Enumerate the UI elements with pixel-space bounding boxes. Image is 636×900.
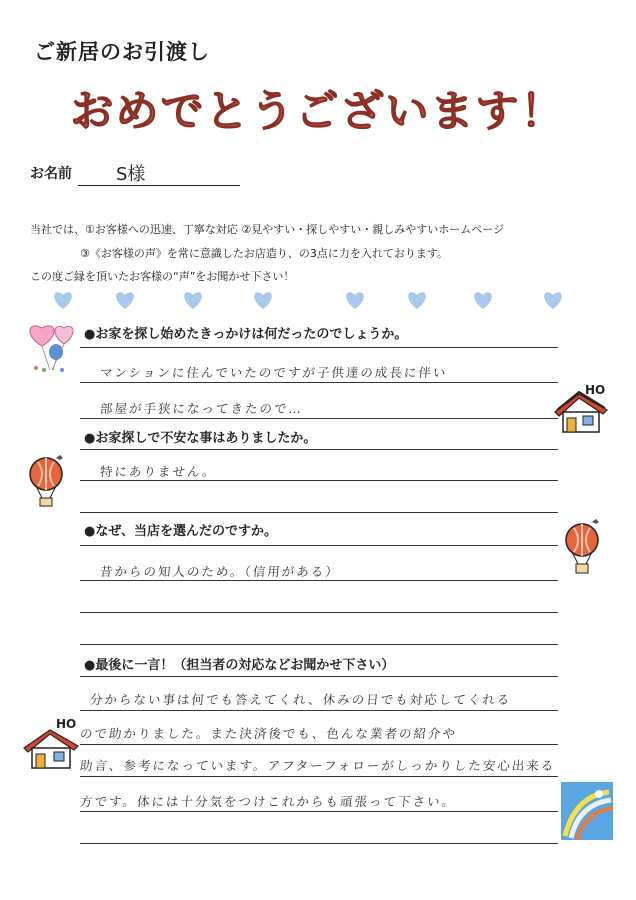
hearts-row: [52, 290, 582, 310]
intro-line-1: 当社では、①お客様への迅速、丁寧な対応 ②見やすい・探しやすい・親しみやすいホームページ: [30, 223, 504, 236]
heart-icon: [406, 290, 428, 310]
headline: おめでとうございます！: [70, 87, 566, 137]
house-icon: [553, 382, 613, 436]
rainbow-card-icon: [561, 782, 613, 840]
heart-balloons-icon: [20, 318, 82, 374]
answer-rule: [80, 382, 558, 383]
answer-rule: [80, 811, 558, 812]
question-3: ●なぜ、当店を選んだのですか。: [84, 524, 277, 539]
question-2: ●お家探しで不安な事はありましたか。: [84, 431, 317, 446]
heart-icon: [52, 290, 74, 310]
heart-icon: [542, 290, 564, 310]
name-underline: [78, 185, 240, 186]
question-1: ●お家を探し始めたきっかけは何だったのでしょうか。: [84, 327, 408, 342]
answer-rule: [80, 744, 558, 745]
answer-3-line-1: 昔からの知人のため。（信用がある）: [99, 564, 341, 579]
hot-air-balloon-icon: [560, 516, 608, 578]
answer-rule: [80, 843, 558, 844]
answer-1-line-1: マンションに住んでいたのですが子供達の成長に伴い: [99, 365, 449, 380]
house-sign: HO: [56, 717, 77, 731]
answer-rule: [80, 710, 558, 711]
answer-1-line-2: 部屋が手狭になってきたので…: [99, 401, 304, 416]
question-4: ●最後に一言！（担当者の対応などお聞かせ下さい）: [84, 658, 395, 673]
answer-4-line-2: ので助かりました。また決済後でも、色んな業者の紹介や: [79, 726, 458, 741]
answer-rule: [80, 418, 558, 419]
name-label: お名前: [30, 166, 72, 182]
heart-icon: [252, 290, 274, 310]
subtitle: ご新居のお引渡し: [34, 40, 210, 64]
answer-rule: [80, 644, 558, 645]
answer-rule: [80, 449, 558, 450]
answer-4-line-1: 分からない事は何でも答えてくれ、休みの日でも対応してくれる: [89, 692, 512, 707]
heart-icon: [472, 290, 494, 310]
heart-icon: [344, 290, 366, 310]
hot-air-balloon-icon: [26, 452, 74, 510]
intro-line-2: ③《お客様の声》を常に意識したお店造り、の3点に力を入れております。: [80, 247, 448, 260]
heart-icon: [114, 290, 136, 310]
house-icon: [22, 716, 82, 772]
answer-4-line-4: 方です。体には十分気をつけこれからも頑張って下さい。: [79, 794, 457, 809]
answer-rule: [80, 612, 558, 613]
answer-2-line-1: 特にありません。: [99, 464, 218, 479]
heart-icon: [182, 290, 204, 310]
answer-rule: [80, 512, 558, 513]
answer-rule: [80, 545, 558, 546]
intro-line-3: この度ご縁を頂いたお客様の“声”をお聞かせ下さい！: [30, 270, 295, 283]
answer-rule: [80, 347, 558, 348]
house-sign: HO: [585, 383, 606, 397]
answer-rule: [80, 480, 558, 481]
customer-name: S様: [116, 164, 146, 185]
answer-4-line-3: 助言、参考になっています。アフターフォローがしっかりした安心出来る: [79, 758, 557, 773]
answer-rule: [80, 580, 558, 581]
answer-rule: [80, 776, 558, 777]
answer-rule: [80, 676, 558, 677]
